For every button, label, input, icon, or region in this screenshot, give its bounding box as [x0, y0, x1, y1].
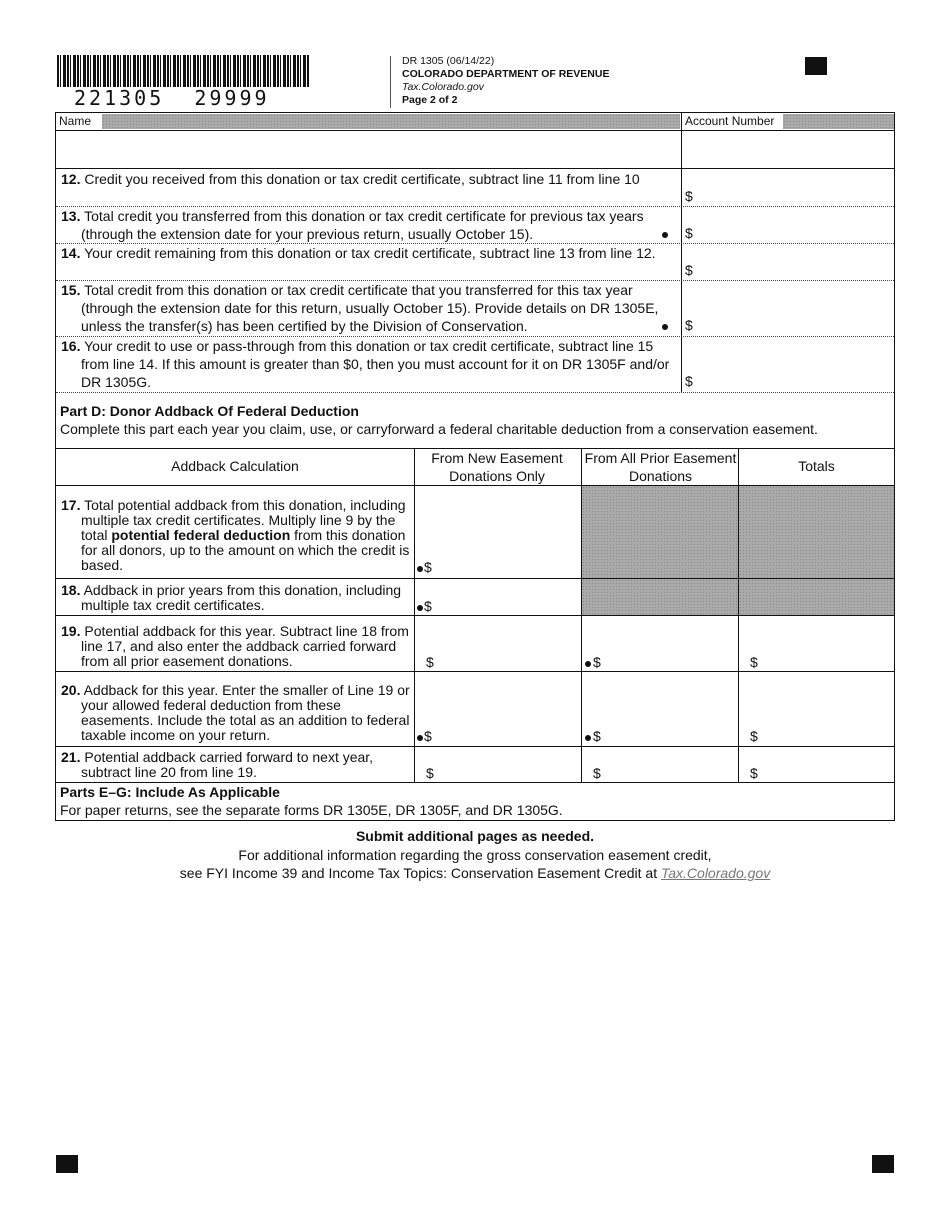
line-18-prior-shaded [582, 579, 738, 615]
line-20-prior-bullet [585, 735, 591, 741]
line-19-prior-field[interactable] [605, 651, 735, 671]
line-21-prior-dollar: $ [593, 765, 601, 781]
form-table [55, 112, 895, 821]
registration-mark-bottom-right [872, 1155, 894, 1173]
line-15-dollar: $ [685, 317, 693, 333]
line-13-text: 13. Total credit you transferred from this donation or tax credit certificate for previous tax years (through the extension date for your previous return, usually October 15). [61, 208, 644, 242]
line-17-new-field[interactable] [436, 556, 578, 576]
line-17-text: 17. Total potential addback from this donation, including multiple tax credit certificates. Multiply line 9 by the total potential federal deduction from this donation for all donors, up to the amount on which the credit is based. [61, 497, 410, 573]
col-header-prior-easement: From All Prior Easement Donations [584, 450, 737, 484]
line-21-totals-dollar: $ [750, 765, 758, 781]
line-16-dollar: $ [685, 373, 693, 389]
parts-e-g-description: For paper returns, see the separate forms DR 1305E, DR 1305F, and DR 1305G. [60, 802, 563, 818]
line-13-amount-field[interactable] [696, 222, 891, 242]
account-number-label: Account Number [685, 114, 775, 128]
line-17-totals-shaded [739, 486, 894, 578]
line-19-prior-dollar: $ [593, 654, 601, 670]
line-17-bullet [417, 566, 423, 572]
line-20-new-dollar: $ [424, 728, 432, 744]
line-21-prior-field[interactable] [605, 762, 735, 781]
col-header-addback-calculation: Addback Calculation [171, 458, 299, 474]
line-19-new-field[interactable] [438, 651, 578, 671]
line-20-totals-dollar: $ [750, 728, 758, 744]
line-15-text: 15. Total credit from this donation or tax credit certificate that you transferred for this tax year (through the extension date for this return, usually October 15). Provide details on DR 1305E, unless the transfer(s) has been certified by the Division of Conservation. [61, 282, 659, 334]
registration-mark-bottom-left [56, 1155, 78, 1173]
line-21-new-dollar: $ [426, 765, 434, 781]
header-divider [390, 56, 391, 108]
form-id: DR 1305 (06/14/22) [402, 55, 495, 67]
line-18-totals-shaded [739, 579, 894, 615]
info-line-1: For additional information regarding the gross conservation easement credit, [238, 847, 712, 863]
registration-mark-top [805, 57, 827, 75]
line-14-text: 14. Your credit remaining from this donation or tax credit certificate, subtract line 13 from line 12. [61, 245, 656, 261]
name-label-shade [102, 114, 680, 129]
line-19-text: 19. Potential addback for this year. Subtract line 18 from line 17, and also enter the addback carried forward from all prior easement donations. [61, 623, 409, 669]
line-19-new-dollar: $ [426, 654, 434, 670]
col-header-totals: Totals [798, 458, 835, 474]
line-17-prior-shaded [582, 486, 738, 578]
submit-note: Submit additional pages as needed. [355, 828, 595, 844]
part-d-description: Complete this part each year you claim, use, or carryforward a federal charitable deduction from a conservation easement. [60, 421, 818, 437]
line-20-new-bullet [417, 735, 423, 741]
parts-e-g-title: Parts E–G: Include As Applicable [60, 784, 280, 800]
line-16-amount-field[interactable] [696, 370, 891, 390]
line-21-totals-field[interactable] [762, 762, 892, 781]
account-number-field[interactable] [682, 131, 894, 168]
line-18-text: 18. Addback in prior years from this donation, including multiple tax credit certificates. [61, 582, 402, 613]
part-d-title: Part D: Donor Addback Of Federal Deduction [60, 403, 359, 419]
info-line-2 [0, 865, 950, 881]
line-19-totals-field[interactable] [762, 651, 892, 671]
line-18-new-field[interactable] [436, 595, 578, 615]
line-12-amount-field[interactable] [696, 185, 891, 205]
line-12-text: 12. Credit you received from this donation or tax credit certificate, subtract line 11 from line 10 [61, 171, 640, 187]
line-13-dollar: $ [685, 225, 693, 241]
line-20-prior-dollar: $ [593, 728, 601, 744]
department-name: COLORADO DEPARTMENT OF REVENUE [402, 68, 610, 80]
line-16-text: 16. Your credit to use or pass-through from this donation or tax credit certificate, subtract line 15 from line 14. If this amount is greater than $0, then you must account for it on DR 1305F and/or DR 1305G. [61, 338, 670, 390]
col-header-new-easement: From New Easement Donations Only [431, 450, 563, 484]
line-15-amount-field[interactable] [696, 314, 891, 334]
line-19-totals-dollar: $ [750, 654, 758, 670]
line-14-dollar: $ [685, 262, 693, 278]
line-18-dollar: $ [424, 598, 432, 614]
line-20-new-field[interactable] [436, 725, 578, 745]
info-line-2-text: see FYI Income 39 and Income Tax Topics: Conservation Easement Credit at [179, 865, 661, 881]
line-19-prior-bullet [585, 661, 591, 667]
name-label: Name [59, 114, 92, 128]
page-number: Page 2 of 2 [402, 94, 458, 106]
line-17-dollar: $ [424, 559, 432, 575]
line-20-prior-field[interactable] [605, 725, 735, 745]
barcode [57, 55, 309, 87]
account-label-shade [783, 114, 894, 129]
form-header [402, 55, 609, 107]
line-12-dollar: $ [685, 188, 693, 204]
line-13-bullet [662, 232, 668, 238]
tax-colorado-link[interactable]: Tax.Colorado.gov [660, 865, 771, 881]
line-21-text: 21. Potential addback carried forward to next year, subtract line 20 from line 19. [61, 749, 374, 780]
line-20-text: 20. Addback for this year. Enter the smaller of Line 19 or your allowed federal deduction from these easements. Include the total as an addition to federal taxable income on your return. [61, 682, 410, 743]
line-15-bullet [662, 324, 668, 330]
name-field[interactable] [56, 131, 680, 168]
barcode-number: 221305 29999 [74, 86, 270, 110]
website: Tax.Colorado.gov [402, 81, 484, 93]
line-20-totals-field[interactable] [762, 725, 892, 745]
line-18-bullet [417, 605, 423, 611]
line-21-new-field[interactable] [438, 762, 578, 781]
line-14-amount-field[interactable] [696, 259, 891, 279]
